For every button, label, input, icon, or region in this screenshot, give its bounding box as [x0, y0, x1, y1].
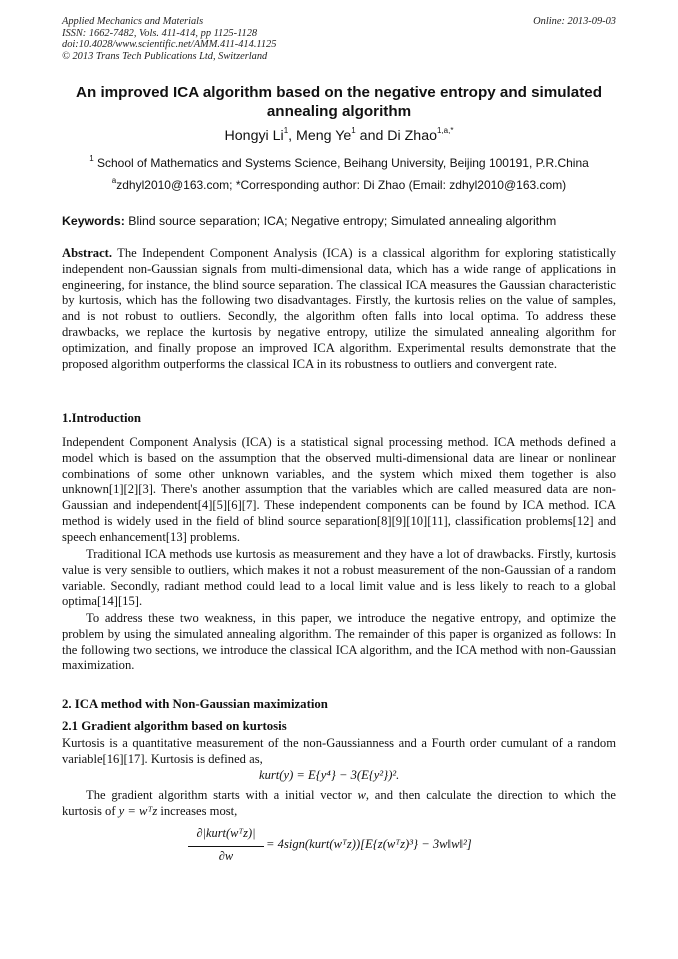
math-expression: y = wᵀz: [118, 803, 158, 818]
fraction-bar: [188, 846, 264, 847]
email-text: zdhyl2010@163.com; *Corresponding author: Di Zhao (Email: zdhyl2010@163.com): [116, 178, 567, 192]
affiliation: [40, 156, 638, 170]
fraction-numerator: ∂|kurt(wᵀz)|: [196, 826, 256, 840]
author-list: [40, 128, 638, 144]
journal-doi: doi:10.4028/www.scientific.net/AMM.411-414.1125: [62, 39, 277, 51]
affiliation-text: School of Mathematics and Systems Science, Beihang University, Beijing 100191, P.R.China: [93, 156, 589, 170]
journal-copyright: © 2013 Trans Tech Publications Ltd, Switzerland: [62, 50, 268, 62]
keywords-text: Blind source separation; ICA; Negative entropy; Simulated annealing algorithm: [124, 214, 557, 228]
abstract-label: Abstract.: [62, 246, 113, 260]
author-affil-mark: 1: [283, 126, 289, 136]
intro-paragraph-2: Traditional ICA methods use kurtosis as measurement and they have a lot of drawbacks. Firstly, kurtosis value is very sensible to outliers, which makes it not a robust measurement of the non-Gaussian of a random variable. Secondly, radiant method could lead to a local limit value and is less likely to reach to a global optima[14][15].: [62, 547, 616, 609]
gradient-equation-rhs: = 4sign(kurt(wᵀz))[E{z(wᵀz)³} − 3w‖w‖²]: [266, 837, 472, 851]
author-separator: and: [355, 128, 388, 144]
subsection-heading: 2.1 Gradient algorithm based on kurtosis: [62, 719, 287, 733]
email-mark: a: [111, 176, 117, 185]
gradient-text: , and then calculate the direction to which the kurtosis of: [62, 788, 616, 818]
keywords: [62, 214, 616, 228]
online-date: Online: 2013-09-03: [533, 16, 616, 27]
math-symbol: w: [357, 788, 366, 802]
section-heading: 1.Introduction: [62, 411, 142, 425]
gradient-text: The gradient algorithm starts with a initial vector: [86, 788, 358, 802]
author-name: Hongyi Li: [224, 128, 284, 144]
author-name: Di Zhao: [387, 128, 437, 144]
intro-paragraph-3: To address these two weakness, in this paper, we introduce the negative entropy, and optimize the problem by using the simulated annealing algorithm. The remainder of this paper is organized as follows: In the following two sections, we introduce the classical ICA algorithm, and the ICA method with non-Gaussian maximization.: [62, 611, 616, 673]
fraction-denominator: ∂w: [218, 849, 234, 863]
abstract: [62, 246, 616, 372]
author-separator: ,: [288, 128, 297, 144]
gradient-paragraph: [62, 788, 616, 820]
author-affil-mark: 1,a,*: [436, 126, 454, 136]
journal-name: Applied Mechanics and Materials: [62, 16, 204, 27]
intro-paragraph-1: Independent Component Analysis (ICA) is a statistical signal processing method. ICA methods defined a model which is based on the assumption that the observed multi-dimensional data are linear or nonlinear combinations of some other unknown variables, and the system which mixed them together is also unknown[1][2][3]. There's another assumption that the variables which are called measured data are non-Gaussian and independent[4][5][6][7]. These independent components can be found by ICA method. ICA method is widely used in the field of blind source separation[8][9][10][11], classification problems[12] and speech enhancement[13] problems.: [62, 435, 616, 544]
keywords-label: Keywords:: [62, 214, 125, 228]
kurtosis-equation: kurt(y) = E{y⁴} − 3(E{y²})².: [259, 768, 400, 782]
kurtosis-paragraph: Kurtosis is a quantitative measurement of the non-Gaussianness and a Fourth order cumulant of a random variable[16][17]. Kurtosis is defined as,: [62, 736, 616, 766]
author-affil-mark: 1: [351, 126, 356, 136]
abstract-text: The Independent Component Analysis (ICA) is a classical algorithm for exploring statistically independent non-Gaussian signals from multi-dimensional data, which has a wide range of applications in engineering, for instance, the blind source separation. The classical ICA measures the Gaussian characteristic by kurtosis, which has the following two disadvantages. Firstly, the kurtosis relies on the value of samples, and is not robust to outliers. Secondly, the algorithm often falls into local optima. To address these drawbacks, we replace the kurtosis by negative entropy, utilize the simulated annealing algorithm for optimization, and finally propose an improved ICA algorithm. Experimental results demonstrate that the proposed algorithm outperforms the classical ICA in its robustness to outliers and convergent rate.: [62, 246, 616, 371]
contact-email: [40, 178, 638, 192]
gradient-text: increases most,: [157, 803, 238, 818]
affiliation-number: 1: [89, 154, 94, 163]
author-name: Meng Ye: [296, 128, 352, 144]
section-heading: 2. ICA method with Non-Gaussian maximization: [62, 697, 328, 711]
journal-issn: ISSN: 1662-7482, Vols. 411-414, pp 1125-1128: [62, 27, 258, 39]
paper-title: An improved ICA algorithm based on the negative entropy and simulated annealing algorithm: [75, 84, 602, 120]
journal-header: [62, 16, 616, 62]
